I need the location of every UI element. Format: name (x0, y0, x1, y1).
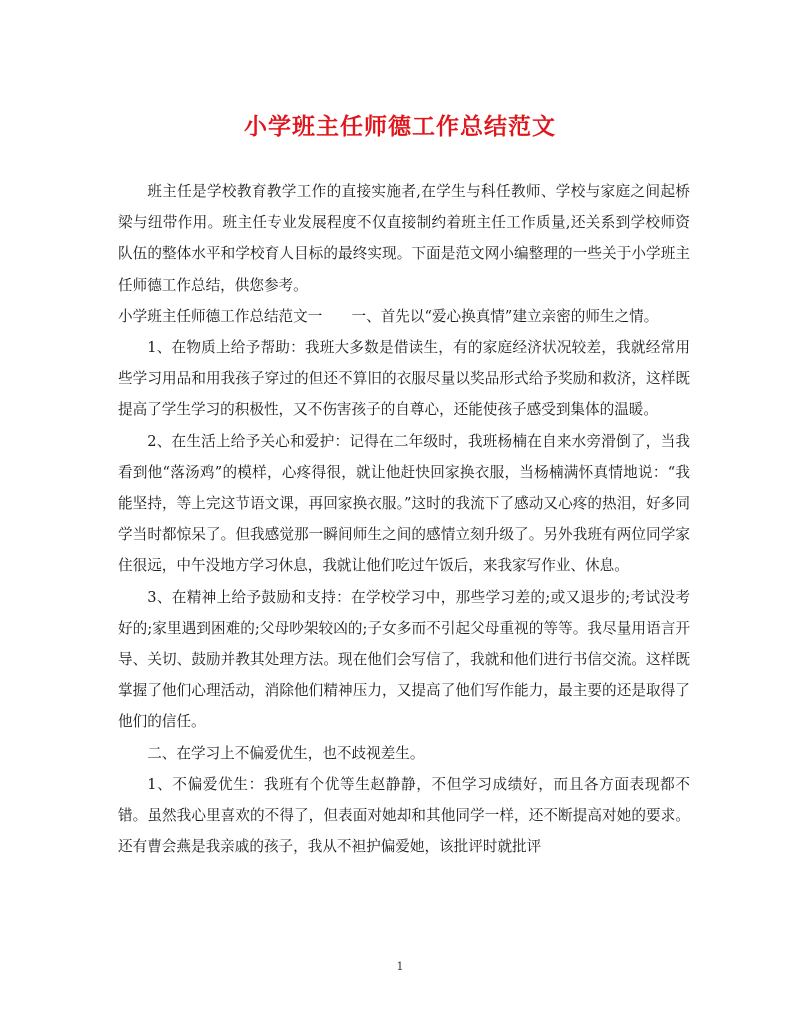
section-two-heading: 二、在学习上不偏爱优生，也不歧视差生。 (147, 744, 425, 762)
section-heading-paragraph: 小学班主任师德工作总结范文一 一、首先以“爱心换真情”建立亲密的师生之情。 (118, 307, 659, 325)
spiritual-support-paragraph: 3、在精神上给予鼓励和支持：在学校学习中，那些学习差的;或又退步的;考试没考好的;家里遇到困难的;父母吵架较凶的;子女多而不引起父母重视的等等。我尽量用语言开导、关切、鼓励并教其处理方法。现在他们会写信了，我就和他们进行书信交流。这样既掌握了他们心理活动，消除他们精神压力，又提高了他们写作能力，最主要的还是取得了他们的信任。 (118, 588, 690, 731)
material-help-paragraph: 1、在物质上给予帮助：我班大多数是借读生，有的家庭经济状况较差，我就经常用些学习用品和用我孩子穿过的但还不算旧的衣服尽量以奖品形式给予奖励和救济，这样既提高了学生学习的积极性，又不伤害孩子的自尊心，还能使孩子感受到集体的温暖。 (118, 339, 690, 419)
no-favoritism-paragraph: 1、不偏爱优生：我班有个优等生赵静静，不但学习成绩好，而且各方面表现都不错。虽然我心里喜欢的不得了，但表面对她却和其他同学一样，还不断提高对她的要求。还有曹会燕是我亲戚的孩子，我从不袒护偏爱她，该批评时就批评 (118, 775, 690, 856)
document-title: 小学班主任师德工作总结范文 (244, 113, 556, 140)
page-number: 1 (396, 960, 404, 973)
life-care-paragraph: 2、在生活上给予关心和爱护：记得在二年级时，我班杨楠在自来水旁滑倒了，当我看到他“落汤鸡”的模样，心疼得很，就让他赶快回家换衣服，当杨楠满怀真情地说：“我能坚持，等上完这节语文课，再回家换衣服。”这时的我流下了感动又心疼的热泪，好多同学当时都惊呆了。但我感觉那一瞬间师生之间的感情立刻升级了。另外我班有两位同学家住很远，中午没地方学习休息，我就让他们吃过午饭后，来我家写作业、休息。 (118, 432, 690, 575)
intro-paragraph: 班主任是学校教育教学工作的直接实施者,在学生与科任教师、学校与家庭之间起桥梁与纽带作用。班主任专业发展程度不仅直接制约着班主任工作质量,还关系到学校师资队伍的整体水平和学校育人目标的最终实现。下面是范文网小编整理的一些关于小学班主任师德工作总结，供您参考。 (118, 183, 690, 294)
document-body (118, 176, 690, 862)
